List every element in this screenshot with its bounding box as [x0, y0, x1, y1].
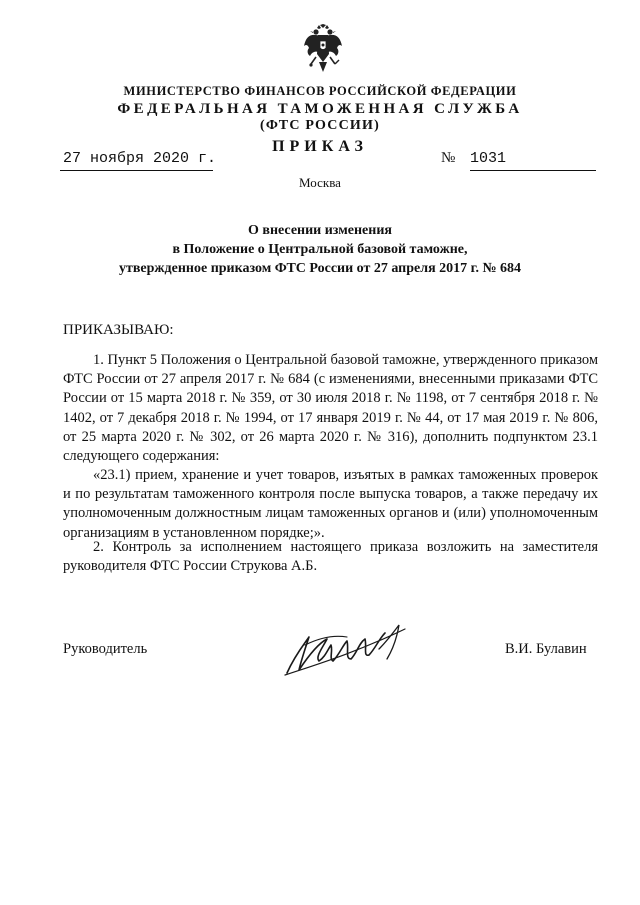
- document-number: 1031: [470, 150, 507, 167]
- service-name: ФЕДЕРАЛЬНАЯ ТАМОЖЕННАЯ СЛУЖБА: [117, 101, 523, 117]
- city: Москва: [299, 175, 341, 190]
- paragraph-item-1: 1. Пункт 5 Положения о Центральной базовой таможне, утвержденного приказом ФТС России от 27 апреля 2017 г. № 684 (с изменениями, внесенными приказами ФТС России от 15 марта 2018 г. № 359, от 30 июля 2018 г. № 1198, от 7 сентября 2018 г. № 1402, от 7 декабря 2018 г. № 1994, от 17 января 2019 г. № 44, от 17 мая 2019 г. № 806, от 25 марта 2020 г. № 302, от 26 марта 2020 г. № 316), дополнить подпунктом 23.1 следующего содержания:: [63, 352, 599, 465]
- title-line-2: в Положение о Центральной базовой таможне,: [172, 242, 468, 257]
- paragraph-quote: «23.1) прием, хранение и учет товаров, изъятых в рамках таможенных проверок и по результатам таможенного контроля после выпуска товаров, а также передачу их уполномоченным должностным лицам таможенных органов и (или) уполномоченным организациям в установленном порядке;».: [63, 467, 598, 541]
- document-date: 27 ноября 2020 г.: [63, 150, 217, 167]
- paragraph-item-2: 2. Контроль за исполнением настоящего приказа возложить на заместителя руководителя ФТС России Струкова А.Б.: [63, 539, 598, 575]
- title-line-1: О внесении изменения: [248, 223, 392, 238]
- service-abbreviation: (ФТС РОССИИ): [260, 118, 380, 133]
- number-sign: №: [441, 150, 456, 166]
- signatory-name: В.И. Булавин: [505, 641, 587, 657]
- decree-word: ПРИКАЗЫВАЮ:: [63, 322, 174, 338]
- number-underline: [470, 170, 596, 171]
- document-title: [0, 221, 640, 278]
- title-line-3: утвержденное приказом ФТС России от 27 апреля 2017 г. № 684: [118, 261, 522, 276]
- handwritten-signature-icon: [275, 615, 415, 685]
- document-type: ПРИКАЗ: [272, 138, 368, 155]
- state-emblem-icon: [303, 24, 343, 76]
- date-underline: [60, 170, 213, 171]
- signatory-position: Руководитель: [63, 641, 148, 657]
- ministry-name: МИНИСТЕРСТВО ФИНАНСОВ РОССИЙСКОЙ ФЕДЕРАЦИИ: [123, 84, 517, 98]
